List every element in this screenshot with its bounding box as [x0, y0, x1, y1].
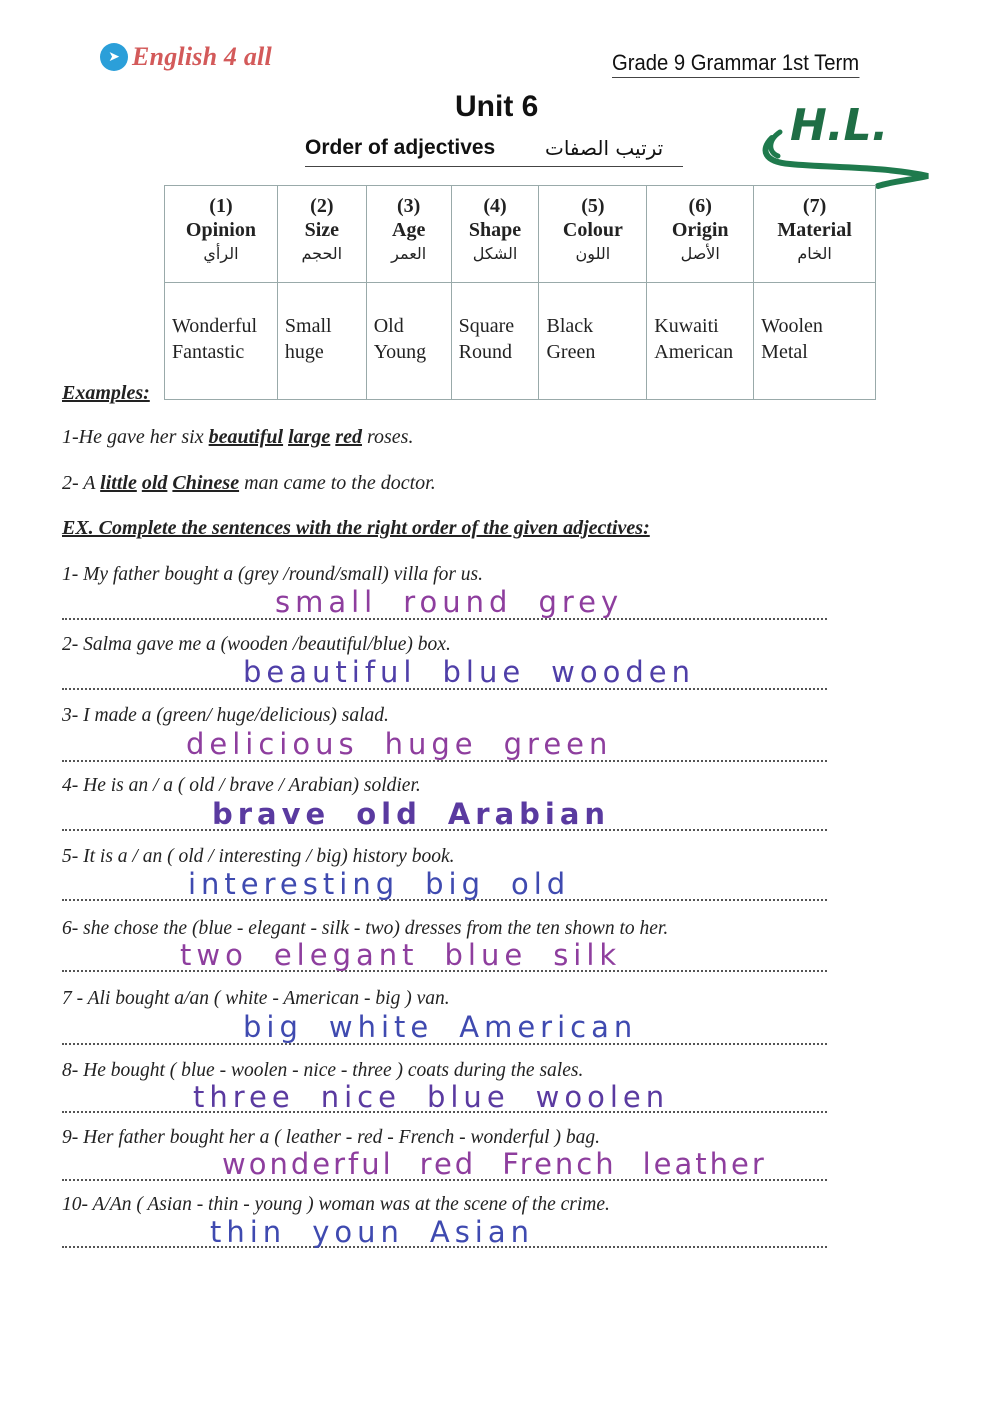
table-cell: Black Green [539, 283, 647, 400]
question-8: 8- He bought ( blue - woolen - nice - three ) coats during the sales. [62, 1060, 584, 1081]
column-opinion: (1) Opinion الرأي [165, 186, 278, 283]
table-header-row [165, 186, 876, 283]
answer-7: big white American [243, 1010, 638, 1044]
question-3: 3- I made a (green/ huge/delicious) salad. [62, 705, 389, 726]
table-examples-row [165, 283, 876, 400]
answer-8: three nice blue woolen [193, 1080, 670, 1114]
svg-text:H.L.: H.L. [790, 100, 889, 151]
answer-4: brave old Arabian [212, 797, 611, 831]
answer-3: delicious huge green [186, 727, 613, 761]
column-origin: (6) Origin الأصل [647, 186, 754, 283]
grade-title: Grade 9 Grammar 1st Term [612, 50, 859, 78]
question-1: 1- My father bought a (grey /round/small) villa for us. [62, 564, 484, 585]
column-age: (3) Age العمر [366, 186, 451, 283]
answer-5: interesting big old [188, 867, 571, 901]
answer-9: wonderful red French leather [222, 1147, 767, 1181]
question-6: 6- she chose the (blue - elegant - silk - two) dresses from the ten shown to her. [62, 918, 669, 939]
example-sentence-2: 2- A little old Chinese man came to the doctor. [62, 472, 436, 494]
table-cell: Wonderful Fantastic [165, 283, 278, 400]
question-4: 4- He is an / a ( old / brave / Arabian) soldier. [62, 775, 421, 796]
column-shape: (4) Shape الشكل [451, 186, 539, 283]
example-sentence-1: 1-He gave her six beautiful large red roses. [62, 426, 414, 448]
unit-title: Unit 6 [455, 90, 539, 123]
question-7: 7 - Ali bought a/an ( white - American - big ) van. [62, 988, 450, 1009]
question-2: 2- Salma gave me a (wooden /beautiful/blue) box. [62, 634, 451, 655]
exercise-heading: EX. Complete the sentences with the right order of the given adjectives: [62, 517, 650, 539]
brand-name: English 4 all [132, 42, 272, 71]
examples-heading: Examples: [62, 382, 150, 404]
table-cell: Small huge [277, 283, 366, 400]
answer-1: small round grey [275, 585, 624, 619]
question-10: 10- A/An ( Asian - thin - young ) woman was at the scene of the crime. [62, 1194, 610, 1215]
topic-title-arabic: ترتيب الصفات [545, 136, 664, 160]
table-cell: Woolen Metal [754, 283, 876, 400]
brand [100, 42, 272, 72]
teacher-initials-mark [760, 90, 935, 190]
answer-6: two elegant blue silk [180, 938, 622, 972]
question-9: 9- Her father bought her a ( leather - red - French - wonderful ) bag. [62, 1127, 600, 1148]
answer-2: beautiful blue wooden [243, 655, 696, 689]
table-cell: Square Round [451, 283, 539, 400]
column-colour: (5) Colour اللون [539, 186, 647, 283]
telegram-icon: ➤ [100, 43, 128, 71]
answer-10: thin youn Asian [210, 1215, 535, 1249]
table-cell: Old Young [366, 283, 451, 400]
question-5: 5- It is a / an ( old / interesting / big) history book. [62, 846, 455, 867]
adjective-order-table [164, 185, 876, 400]
topic-title: Order of adjectives [305, 136, 496, 159]
column-material: (7) Material الخام [754, 186, 876, 283]
column-size: (2) Size الحجم [277, 186, 366, 283]
table-cell: Kuwaiti American [647, 283, 754, 400]
